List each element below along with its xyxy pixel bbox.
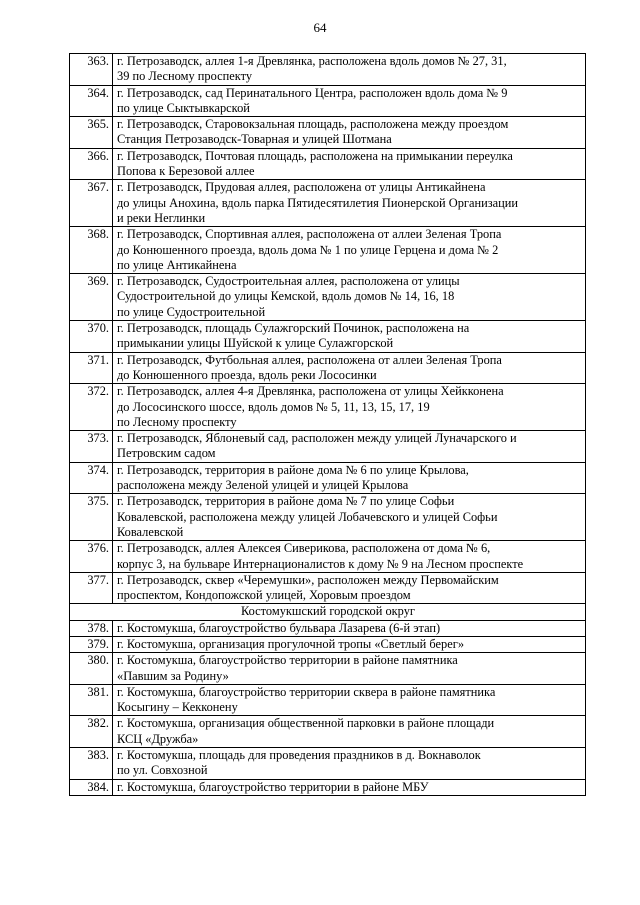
description-line: по ул. Совхозной — [117, 763, 208, 778]
row-number: 371. — [70, 352, 113, 384]
row-number: 370. — [70, 321, 113, 353]
description-line: г. Костомукша, площадь для проведения праздников в д. Вокнаволок — [117, 748, 481, 763]
row-description — [113, 620, 586, 636]
description-line: проспектом, Кондопожской улицей, Хоровым проездом — [117, 588, 411, 603]
description-line: по улице Судостроительной — [117, 304, 266, 319]
description-line: г. Петрозаводск, аллея 4-я Древлянка, расположена от улицы Хейкконена — [117, 384, 504, 399]
description-line: г. Петрозаводск, Яблоневый сад, расположен между улицей Луначарского и — [117, 431, 517, 446]
row-number: 382. — [70, 716, 113, 748]
table-row — [70, 684, 586, 716]
row-description — [113, 779, 586, 795]
description-line: г. Петрозаводск, территория в районе дома № 6 по улице Крылова, — [117, 462, 469, 477]
row-number: 377. — [70, 572, 113, 604]
description-line: до Конюшенного проезда, вдоль реки Лососинки — [117, 367, 377, 382]
row-number: 375. — [70, 494, 113, 541]
row-number: 363. — [70, 54, 113, 86]
row-description — [113, 180, 586, 227]
row-number: 383. — [70, 748, 113, 780]
table-row — [70, 653, 586, 685]
row-description — [113, 117, 586, 149]
table-row — [70, 227, 586, 274]
description-line: по Лесному проспекту — [117, 414, 237, 429]
table-row — [70, 54, 586, 86]
row-description — [113, 748, 586, 780]
row-description — [113, 54, 586, 86]
table-row — [70, 321, 586, 353]
table-row — [70, 541, 586, 573]
row-number: 376. — [70, 541, 113, 573]
table-row — [70, 85, 586, 117]
description-line: Ковалевской, расположена между улицей Лобачевского и улицей Софьи — [117, 509, 498, 524]
description-line: г. Петрозаводск, Прудовая аллея, расположена от улицы Антикайнена — [117, 180, 486, 195]
table-row — [70, 384, 586, 431]
table-row — [70, 572, 586, 604]
row-description — [113, 541, 586, 573]
description-line: Косыгину – Кекконену — [117, 700, 238, 715]
description-line: расположена между Зеленой улицей и улицей Крылова — [117, 478, 409, 493]
row-description — [113, 148, 586, 180]
row-description — [113, 85, 586, 117]
document-table — [69, 53, 586, 796]
description-line: до Конюшенного проезда, вдоль дома № 1 по улице Герцена и дома № 2 — [117, 242, 499, 257]
description-line: Петровским садом — [117, 446, 216, 461]
row-number: 368. — [70, 227, 113, 274]
row-description — [113, 352, 586, 384]
row-description — [113, 494, 586, 541]
row-number: 373. — [70, 431, 113, 463]
table-row — [70, 636, 586, 652]
table-row — [70, 779, 586, 795]
document-table-body — [70, 54, 586, 796]
row-number: 374. — [70, 462, 113, 494]
table-row — [70, 180, 586, 227]
description-line: 39 по Лесному проспекту — [117, 69, 253, 84]
section-title: Костомукшский городской округ — [70, 604, 586, 620]
table-row — [70, 117, 586, 149]
table-row — [70, 431, 586, 463]
section-header-row — [70, 604, 586, 620]
description-line: г. Петрозаводск, Старовокзальная площадь, расположена между проездом — [117, 117, 509, 132]
table-row — [70, 352, 586, 384]
row-number: 365. — [70, 117, 113, 149]
description-line: г. Петрозаводск, аллея 1-я Древлянка, расположена вдоль домов № 27, 31, — [117, 54, 507, 68]
table-row — [70, 748, 586, 780]
description-line: «Павшим за Родину» — [117, 668, 229, 683]
description-line: корпус 3, на бульваре Интернационалистов к дому № 9 на Лесном проспекте — [117, 556, 524, 571]
row-number: 369. — [70, 274, 113, 321]
table-row — [70, 148, 586, 180]
page-number: 64 — [313, 20, 327, 35]
description-line: г. Костомукша, благоустройство бульвара Лазарева (6-й этап) — [117, 620, 441, 635]
row-number: 372. — [70, 384, 113, 431]
description-line: г. Костомукша, благоустройство территории в районе памятника — [117, 653, 458, 668]
description-line: до Лососинского шоссе, вдоль домов № 5, 11, 13, 15, 17, 19 — [117, 399, 430, 414]
row-description — [113, 716, 586, 748]
table-row — [70, 620, 586, 636]
description-line: г. Костомукша, организация общественной парковки в районе площади — [117, 716, 495, 731]
description-line: и реки Неглинки — [117, 210, 206, 225]
description-line: г. Костомукша, благоустройство территории в районе МБУ — [117, 779, 429, 794]
row-description — [113, 462, 586, 494]
description-line: КСЦ «Дружба» — [117, 731, 199, 746]
row-number: 379. — [70, 636, 113, 652]
row-number: 366. — [70, 148, 113, 180]
row-description — [113, 274, 586, 321]
description-line: г. Петрозаводск, аллея Алексея Сиверикова, расположена от дома № 6, — [117, 541, 491, 556]
row-description — [113, 384, 586, 431]
row-description — [113, 431, 586, 463]
table-row — [70, 716, 586, 748]
row-description — [113, 227, 586, 274]
description-line: Попова к Березовой аллее — [117, 164, 255, 179]
description-line: по улице Сыктывкарской — [117, 100, 250, 115]
table-row — [70, 494, 586, 541]
row-description — [113, 653, 586, 685]
description-line: Судостроительной до улицы Кемской, вдоль домов № 14, 16, 18 — [117, 289, 455, 304]
description-line: Ковалевской — [117, 524, 184, 539]
description-line: г. Петрозаводск, Футбольная аллея, расположена от аллеи Зеленая Тропа — [117, 352, 502, 367]
row-number: 364. — [70, 85, 113, 117]
row-number: 367. — [70, 180, 113, 227]
row-number: 381. — [70, 684, 113, 716]
description-line: г. Костомукша, благоустройство территории сквера в районе памятника — [117, 684, 496, 699]
description-line: г. Петрозаводск, площадь Сулажгорский Починок, расположена на — [117, 321, 470, 336]
description-line: Станция Петрозаводск-Товарная и улицей Шотмана — [117, 132, 392, 147]
description-line: г. Петрозаводск, Почтовая площадь, расположена на примыкании переулка — [117, 148, 513, 163]
table-row — [70, 462, 586, 494]
row-description — [113, 684, 586, 716]
row-description — [113, 321, 586, 353]
description-line: г. Петрозаводск, территория в районе дома № 7 по улице Софьи — [117, 494, 455, 509]
row-description — [113, 636, 586, 652]
description-line: до улицы Анохина, вдоль парка Пятидесятилетия Пионерской Организации — [117, 195, 519, 210]
row-number: 384. — [70, 779, 113, 795]
description-line: г. Петрозаводск, сквер «Черемушки», расположен между Первомайским — [117, 572, 499, 587]
description-line: примыкании улицы Шуйской к улице Сулажгорской — [117, 336, 394, 351]
description-line: г. Петрозаводск, Спортивная аллея, расположена от аллеи Зеленая Тропа — [117, 227, 502, 242]
row-number: 380. — [70, 653, 113, 685]
row-number: 378. — [70, 620, 113, 636]
row-description — [113, 572, 586, 604]
description-line: по улице Антикайнена — [117, 257, 237, 272]
table-row — [70, 274, 586, 321]
description-line: г. Костомукша, организация прогулочной тропы «Светлый берег» — [117, 636, 465, 651]
description-line: г. Петрозаводск, Судостроительная аллея, расположена от улицы — [117, 274, 460, 289]
description-line: г. Петрозаводск, сад Перинатального Центра, расположен вдоль дома № 9 — [117, 85, 508, 100]
